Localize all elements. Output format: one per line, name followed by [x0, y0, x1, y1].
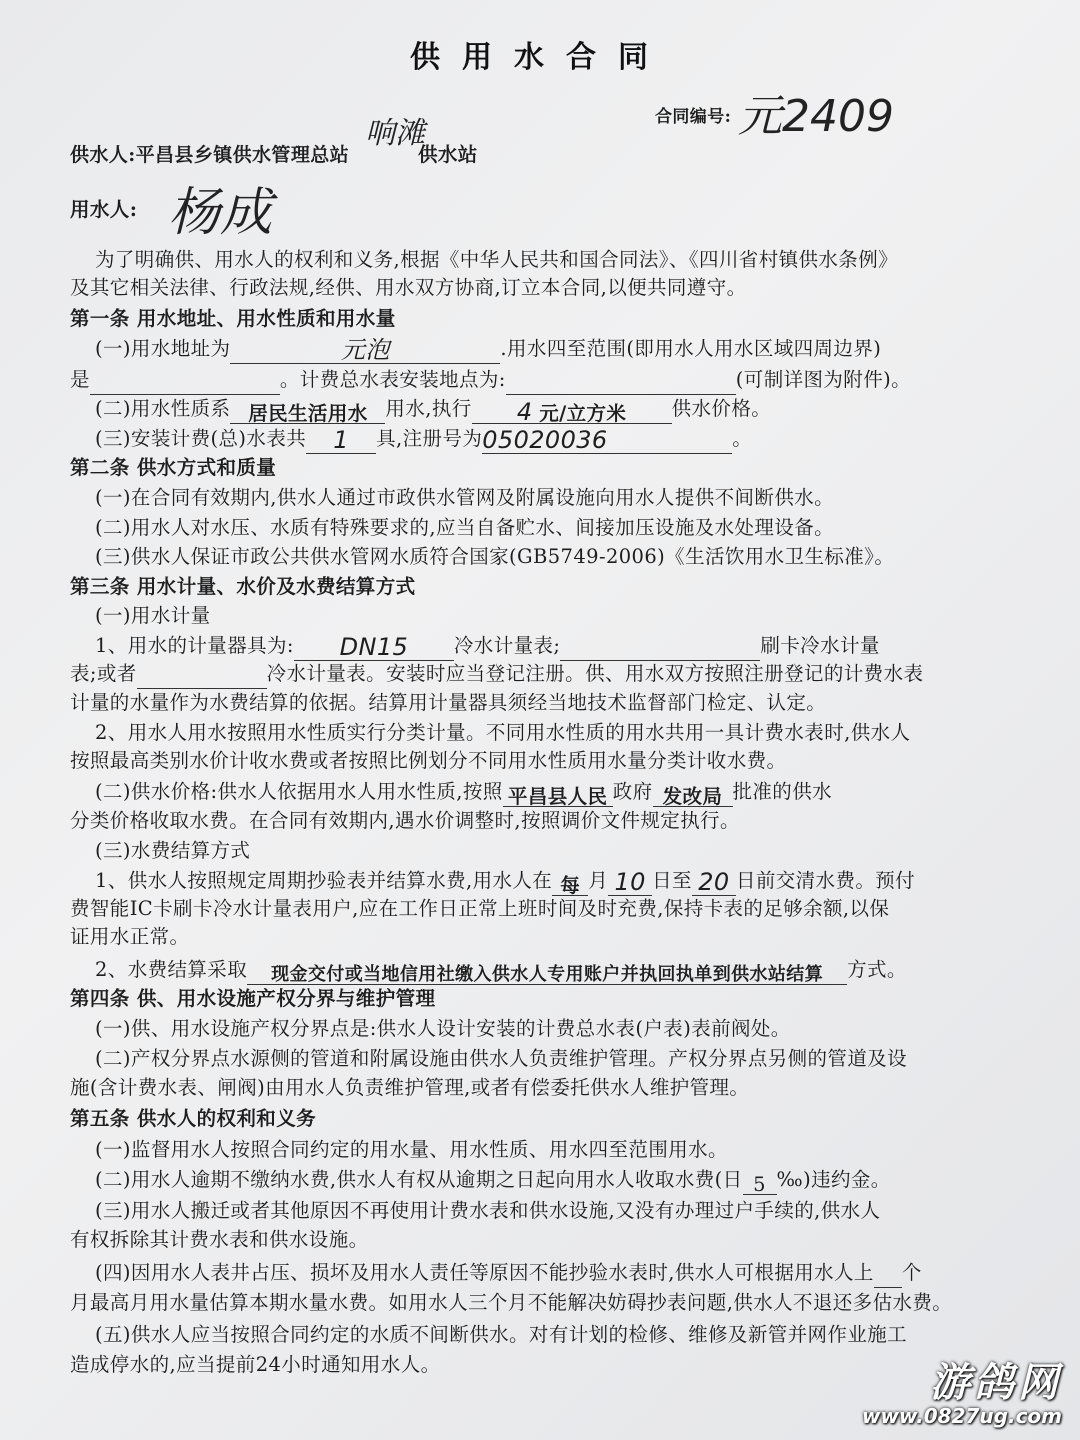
site-watermark — [862, 1351, 1062, 1428]
article-5-clause-3-cont: 有权拆除其计费水表和供水设施。 — [70, 1228, 369, 1251]
article-2-clause-3: (三)供水人保证市政公共供水管网水质符合国家(GB5749-2006)《生活饮用水卫生标准》。 — [95, 545, 895, 568]
article-5-clause-4-cont: 月最高月用水量估算本期水量水费。如用水人三个月不能解决妨碍抄表问题,供水人不退还多估水费。 — [70, 1291, 953, 1314]
billing-period-field: 每 — [552, 871, 588, 896]
article-4-clause-3: 施(含计费水表、闸阀)由用水人负责维护管理,或者有偿委托供水人维护管理。 — [70, 1076, 750, 1099]
article-5-heading: 第五条 供水人的权利和义务 — [70, 1107, 316, 1130]
water-address-field: 元泡 — [230, 339, 500, 364]
contract-number-handwritten: 元2409 — [738, 91, 894, 142]
intro-line-1: 为了明确供、用水人的权利和义务,根据《中华人民共和国合同法》、《四川省村镇供水条例》 — [95, 248, 898, 271]
article-3-meter-line-5: 按照最高类别水价计收水费或者按照比例划分不同用水性质用水量分类计收水费。 — [70, 749, 787, 772]
article-4-clause-1: (一)供、用水设施产权分界点是:供水人设计安装的计费总水表(户表)表前阀处。 — [95, 1017, 791, 1040]
supplier-name: 平昌县乡镇供水管理总站 — [135, 144, 350, 166]
meter-count-field: 1 — [306, 429, 376, 454]
price-field: 4 元/立方米 — [472, 399, 672, 424]
article-3-meter-line-1: 1、用水的计量器具为: DN15 冷水计量表; 刷卡冷水计量 — [95, 633, 880, 661]
article-5-clause-1: (一)监督用水人按照合同约定的用水量、用水性质、用水四至范围用水。 — [95, 1138, 728, 1161]
article-5-clause-3: (三)用水人搬迁或者其他原因不再使用计费水表和供水设施,又没有办理过户手续的,供水人 — [95, 1199, 881, 1222]
registration-number-field: 05020036 — [482, 429, 732, 454]
supplier-label: 供水人: — [70, 144, 136, 166]
article-2-clause-1: (一)在合同有效期内,供水人通过市政供水管网及附属设施向用水人提供不间断供水。 — [95, 486, 835, 509]
intro-line-2: 及其它相关法律、行政法规,经供、用水双方协商,订立本合同,以便共同遵守。 — [70, 276, 747, 299]
article-1-heading: 第一条 用水地址、用水性质和用水量 — [70, 307, 396, 330]
meter-alt-field — [560, 636, 760, 661]
watermark-url: www.0827ug.com — [862, 1404, 1062, 1428]
article-3-billing-line-3: 证用水正常。 — [70, 925, 190, 948]
article-1-type-line: (二)用水性质系 居民生活用水 用水,执行 4 元/立方米 供水价格。 — [95, 397, 772, 426]
article-5-clause-2: (二)用水人逾期不缴纳水费,供水人有权从逾期之日起向用水人收取水费(日 5 ‰)违约金。 — [95, 1168, 891, 1196]
article-1-boundary-line: 是 。计费总水表安装地点为: (可制详图为附件)。 — [70, 365, 1020, 395]
article-3-meter-line-2: 表;或者 冷水计量表。安装时应当登记注册。供、用水双方按照注册登记的计费水表 — [70, 659, 1020, 689]
document-title: 供用水合同 — [410, 40, 670, 75]
meter-alt-field-2 — [137, 664, 267, 689]
meter-type-field: DN15 — [294, 636, 454, 661]
article-3-section-3: (三)水费结算方式 — [95, 839, 251, 862]
months-field — [874, 1263, 902, 1288]
approving-bureau-field: 发改局 — [653, 782, 733, 807]
article-1-meter-line: (三)安装计费(总)水表共 1 具,注册号为05020036 。 — [95, 426, 753, 454]
article-3-meter-line-4: 2、用水人用水按照用水性质实行分类计量。不同用水性质的用水共用一具计费水表时,供水人 — [95, 721, 911, 744]
meter-location-field — [506, 370, 736, 395]
article-2-clause-2: (二)用水人对水压、水质有特殊要求的,应当自备贮水、间接加压设施及水处理设备。 — [95, 516, 835, 539]
payment-method-field: 现金交付或当地信用社缴入供水人专用账户并执回执单到供水站结算 — [247, 960, 847, 985]
article-4-clause-2: (二)产权分界点水源侧的管道和附属设施由供水人负责维护管理。产权分界点另侧的管道及设 — [95, 1047, 908, 1070]
article-3-billing-line-2: 费智能IC卡刷卡冷水计量表用户,应在工作日正常上班时间及时充费,保持卡表的足够余额,以保 — [70, 897, 890, 920]
supplier-station-handwritten: 响滩 — [365, 116, 425, 151]
article-4-heading: 第四条 供、用水设施产权分界与维护管理 — [70, 987, 436, 1010]
article-3-billing-line-4: 2、水费结算采取 现金交付或当地信用社缴入供水人专用账户并执回执单到供水站结算 方式。 — [95, 958, 907, 985]
penalty-rate-field: 5 — [743, 1170, 777, 1195]
supplier-station: 供水站 — [418, 143, 478, 166]
article-3-section-1: (一)用水计量 — [95, 604, 211, 627]
user-name-handwritten: 杨成 — [168, 183, 273, 243]
water-type-field: 居民生活用水 — [230, 399, 385, 424]
user-label: 用水人: — [70, 198, 138, 221]
article-5-clause-5-cont: 造成停水的,应当提前24小时通知用水人。 — [70, 1353, 441, 1376]
article-3-billing-line-1: 1、供水人按照规定周期抄验表并结算水费,用水人在 每 月 10 日至 20 日前交清水费。预付 — [95, 868, 916, 897]
watermark-logo: 游鸽网 — [930, 1360, 1062, 1406]
article-3-price-line-1: (二)供水价格:供水人依据用水人用水性质,按照 平昌县人民 政府 发改局 批准的供水 — [95, 780, 833, 808]
article-5-clause-4: (四)因用水人表井占压、损坏及用水人责任等原因不能抄验水表时,供水人可根据用水人上 个 — [95, 1258, 1045, 1288]
supplier-row — [70, 140, 1020, 170]
contract-number-label: 合同编号: — [655, 107, 732, 127]
boundary-field — [90, 370, 280, 395]
article-3-heading: 第三条 用水计量、水价及水费结算方式 — [70, 575, 416, 598]
article-1-address-line: (一)用水地址为 元泡 .用水四至范围(即用水人用水区域四周边界) — [95, 336, 882, 364]
article-2-heading: 第二条 供水方式和质量 — [70, 456, 277, 479]
billing-start-day-field: 10 — [608, 871, 652, 896]
article-3-price-line-2: 分类价格收取水费。在合同有效期内,遇水价调整时,按照调价文件规定执行。 — [70, 809, 740, 832]
approving-county-field: 平昌县人民 — [503, 782, 613, 807]
article-5-clause-5: (五)供水人应当按照合同约定的水质不间断供水。对有计划的检修、维修及新管并网作业施工 — [95, 1323, 908, 1346]
article-3-meter-line-3: 计量的水量作为水费结算的依据。结算用计量器具须经当地技术监督部门检定、认定。 — [70, 691, 827, 714]
billing-end-day-field: 20 — [692, 871, 736, 896]
